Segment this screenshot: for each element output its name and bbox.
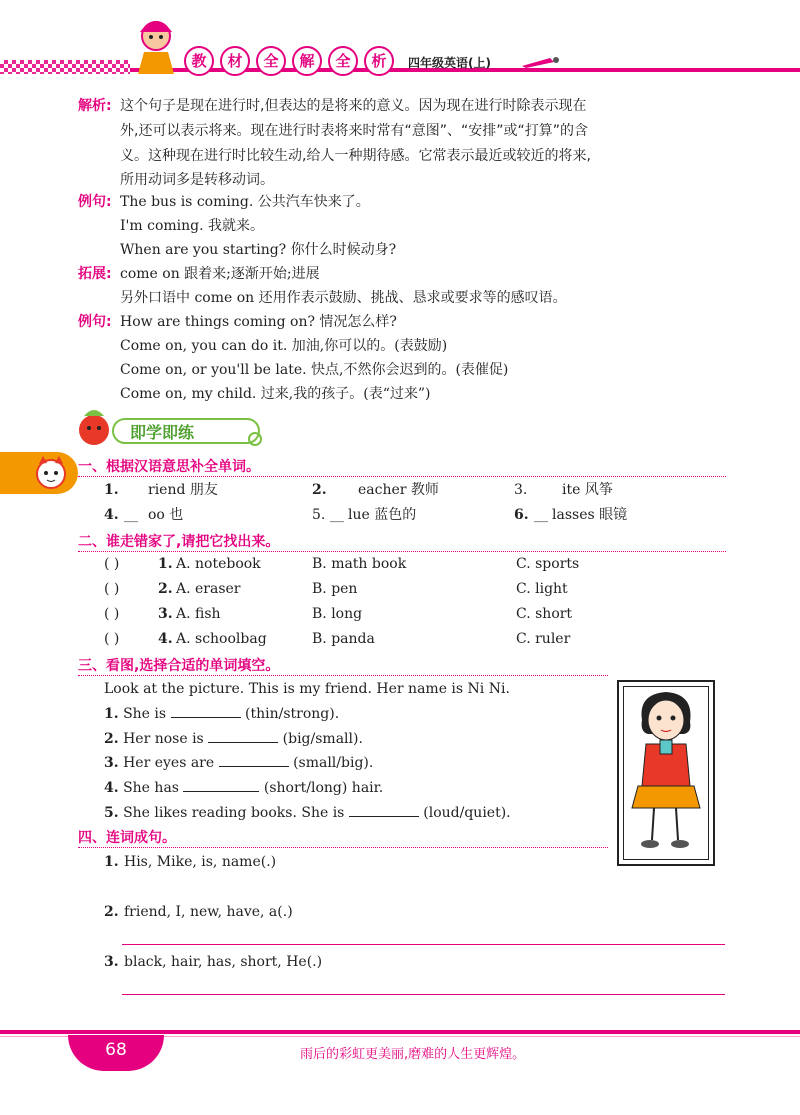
s2-option-b: B. panda [312, 631, 375, 647]
s3-item [104, 727, 363, 751]
header-title-char-4: 解 [292, 46, 322, 76]
s3-blank[interactable] [183, 777, 259, 792]
explain-line: 这个句子是现在进行时,但表达的是将来的意义。因为现在进行时除表示现在 [120, 98, 587, 114]
s2-option-a: A. notebook [176, 556, 261, 572]
explain-line: 外,还可以表示将来。现在进行时表将来时常有“意图”、“安排”或“打算”的含 [120, 123, 588, 139]
s1-item-text: riend 朋友 [148, 482, 218, 498]
s2-option-b: B. math book [312, 556, 407, 572]
banner-swirl-icon [248, 432, 262, 446]
header-title-char-6: 析 [364, 46, 394, 76]
s1-item-text: ite 风筝 [562, 482, 613, 498]
s2-option-c: C. ruler [516, 631, 571, 647]
footer-rule [0, 1030, 800, 1034]
s1-item-text: lasses 眼镜 [552, 507, 628, 523]
s4-item-num: 3. [104, 954, 119, 970]
s2-option-c: C. short [516, 606, 573, 622]
s3-item-opt: (small/big). [293, 755, 374, 771]
practice-banner: 即学即练 [112, 418, 260, 444]
s1-item-text: lue 蓝色的 [348, 507, 417, 523]
header-title-char-1: 教 [184, 46, 214, 76]
section4-title: 四、连词成句。 [78, 830, 176, 846]
s3-item [104, 776, 383, 800]
section2-title: 二、谁走错家了,请把它找出来。 [78, 534, 280, 550]
s2-option-c: C. sports [516, 556, 580, 572]
s1-item-num: 3. [514, 482, 528, 498]
s2-option-c: C. light [516, 581, 568, 597]
pencil-icon [520, 54, 560, 70]
s3-blank[interactable] [219, 752, 289, 767]
s3-blank[interactable] [208, 728, 278, 743]
s3-item-num: 4. [104, 780, 119, 796]
s1-item-blank: __ [534, 507, 548, 523]
girl-illustration [628, 690, 704, 856]
header-title-char-3: 全 [256, 46, 286, 76]
examples1-label: 例句: [78, 194, 112, 210]
s1-item-num: 5. [312, 507, 326, 523]
s3-item [104, 702, 339, 726]
s4-item-text: friend, I, new, have, a(.) [124, 904, 293, 920]
s2-option-b: B. long [312, 606, 363, 622]
s3-item-pre: Her nose is [123, 731, 204, 747]
explain-line: 所用动词多是转移动词。 [120, 172, 274, 188]
s3-item-num: 1. [104, 706, 119, 722]
cat-face-icon [32, 454, 70, 492]
example-sentence: Come on, you can do it. 加油,你可以的。(表鼓励) [120, 338, 448, 354]
s1-item-num: 4. [104, 507, 119, 523]
s2-option-a: A. schoolbag [176, 631, 267, 647]
extension-line: 另外口语中 come on 还用作表示鼓励、挑战、恳求或要求等的感叹语。 [120, 290, 567, 306]
s2-answer-paren[interactable]: ( ) [104, 556, 120, 572]
s4-item-num: 2. [104, 904, 119, 920]
s3-item-opt: (big/small). [282, 731, 363, 747]
header-title-char-2: 材 [220, 46, 250, 76]
s3-item-pre: Her eyes are [123, 755, 215, 771]
s2-row-num: 2. [158, 581, 173, 597]
example-sentence: The bus is coming. 公共汽车快来了。 [120, 194, 370, 210]
page-number: 68 [68, 1035, 164, 1071]
s1-item-num: 1. [104, 482, 119, 498]
s3-item-num: 3. [104, 755, 119, 771]
s3-item-pre: She is [123, 706, 167, 722]
s2-answer-paren[interactable]: ( ) [104, 581, 120, 597]
s3-item-opt: (thin/strong). [245, 706, 340, 722]
s2-option-b: B. pen [312, 581, 358, 597]
example-sentence: I'm coming. 我就来。 [120, 218, 265, 234]
s1-item-text: eacher 教师 [358, 482, 439, 498]
section-divider [78, 847, 608, 848]
s1-item-blank: __ [124, 507, 138, 523]
example-sentence: Come on, or you'll be late. 快点,不然你会迟到的。(表催促) [120, 362, 509, 378]
s4-item-text: His, Mike, is, name(.) [124, 854, 277, 870]
s3-item-pre: She likes reading books. She is [123, 805, 345, 821]
mascot-girl-icon [130, 10, 182, 76]
s1-item-num: 2. [312, 482, 327, 498]
answer-line[interactable] [122, 944, 725, 945]
examples2-label: 例句: [78, 314, 112, 330]
strawberry-mascot-icon [74, 404, 114, 448]
example-sentence: Come on, my child. 过来,我的孩子。(表“过来”) [120, 386, 431, 402]
extension-line: come on 跟着来;逐渐开始;进展 [120, 266, 320, 282]
section1-title: 一、根据汉语意思补全单词。 [78, 459, 260, 475]
s4-item-num: 1. [104, 854, 119, 870]
s4-item-text: black, hair, has, short, He(.) [124, 954, 323, 970]
s1-item-text: oo 也 [148, 507, 184, 523]
s3-item-opt: (short/long) hair. [263, 780, 384, 796]
header-checker-pattern [0, 60, 130, 74]
s3-item-pre: She has [123, 780, 179, 796]
explain-label: 解析: [78, 98, 112, 114]
section3-title: 三、看图,选择合适的单词填空。 [78, 658, 280, 674]
footer-motto: 雨后的彩虹更美丽,磨难的人生更辉煌。 [300, 1047, 526, 1062]
example-sentence: When are you starting? 你什么时候动身? [120, 242, 397, 258]
s2-option-a: A. eraser [176, 581, 241, 597]
extension-label: 拓展: [78, 266, 112, 282]
s1-item-blank: __ [330, 507, 344, 523]
s3-item-opt: (loud/quiet). [423, 805, 511, 821]
s2-answer-paren[interactable]: ( ) [104, 631, 120, 647]
s2-option-a: A. fish [176, 606, 221, 622]
example-sentence: How are things coming on? 情况怎么样? [120, 314, 397, 330]
s3-blank[interactable] [349, 802, 419, 817]
answer-line[interactable] [122, 994, 725, 995]
s3-item [104, 751, 373, 775]
s2-row-num: 4. [158, 631, 173, 647]
s2-row-num: 1. [158, 556, 173, 572]
s3-item [104, 801, 511, 825]
section-divider [78, 675, 608, 676]
header-subtitle: 四年级英语(上) [408, 56, 491, 70]
header-title-char-5: 全 [328, 46, 358, 76]
s1-item-num: 6. [514, 507, 529, 523]
s3-intro: Look at the picture. This is my friend. Her name is Ni Ni. [104, 681, 510, 697]
explain-line: 义。这种现在进行时比较生动,给人一种期待感。它常表示最近或较近的将来, [120, 148, 591, 164]
section-divider [78, 476, 726, 477]
s2-answer-paren[interactable]: ( ) [104, 606, 120, 622]
s3-item-num: 2. [104, 731, 119, 747]
s3-item-num: 5. [104, 805, 119, 821]
s3-blank[interactable] [171, 703, 241, 718]
s2-row-num: 3. [158, 606, 173, 622]
